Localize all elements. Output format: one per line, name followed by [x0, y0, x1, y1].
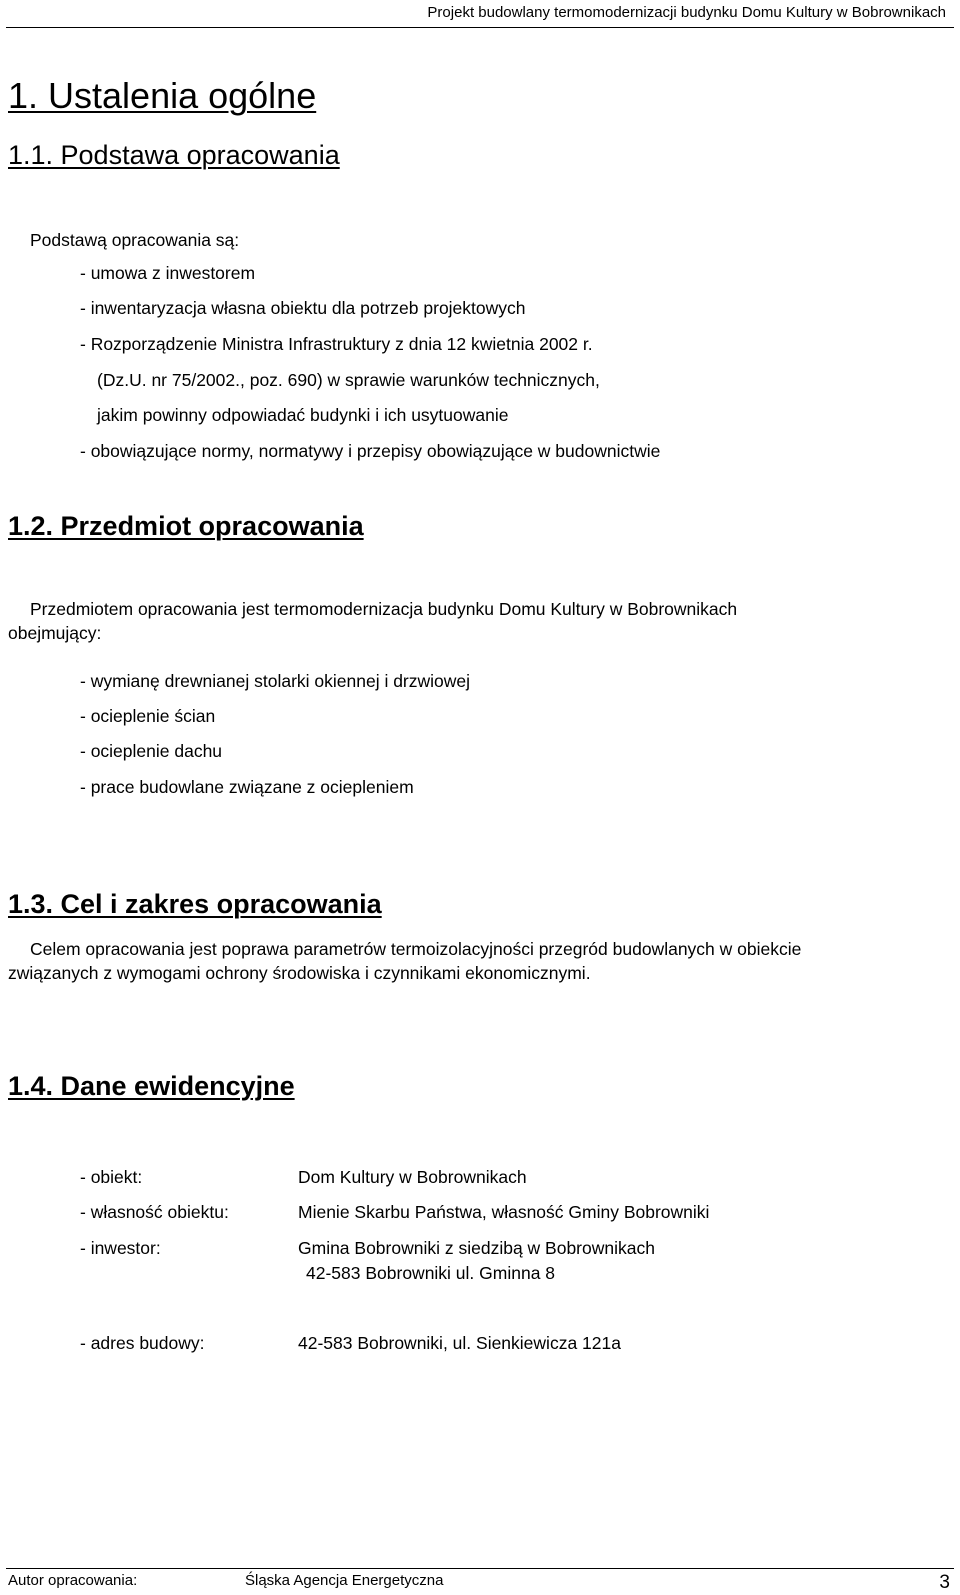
list-item-continuation: jakim powinny odpowiadać budynki i ich usytuowanie: [97, 405, 509, 425]
running-header: Projekt budowlany termomodernizacji budynku Domu Kultury w Bobrownikach: [427, 4, 946, 21]
section-1-2-intro-cont: obejmujący:: [8, 623, 102, 643]
footer-divider: [6, 1568, 954, 1569]
page-number: 3: [939, 1572, 950, 1593]
section-title-1-3: 1.3. Cel i zakres opracowania: [8, 889, 382, 919]
list-item-continuation: (Dz.U. nr 75/2002., poz. 690) w sprawie warunków technicznych,: [97, 370, 600, 390]
list-item: - obowiązujące normy, normatywy i przepisy obowiązujące w budownictwie: [80, 441, 661, 461]
record-label: - inwestor:: [80, 1238, 161, 1258]
list-item: - ocieplenie dachu: [80, 741, 223, 761]
section-title-1-2: 1.2. Przedmiot opracowania: [8, 511, 364, 541]
section-1-3-text: Celem opracowania jest poprawa parametrów termoizolacyjności przegród budowlanych w obiekcie: [30, 939, 802, 959]
section-title-1: 1. Ustalenia ogólne: [8, 75, 317, 116]
list-item: - umowa z inwestorem: [80, 263, 256, 283]
record-value: Gmina Bobrowniki z siedzibą w Bobrownikach: [298, 1238, 655, 1258]
list-item: - wymianę drewnianej stolarki okiennej i drzwiowej: [80, 671, 471, 691]
record-value: 42-583 Bobrowniki, ul. Sienkiewicza 121a: [298, 1333, 621, 1353]
record-label: - obiekt:: [80, 1167, 143, 1187]
record-label: - własność obiektu:: [80, 1202, 229, 1222]
list-item: - prace budowlane związane z ociepleniem: [80, 777, 414, 797]
section-1-2-intro: Przedmiotem opracowania jest termomodernizacja budynku Domu Kultury w Bobrownikach: [30, 599, 738, 619]
list-item: - Rozporządzenie Ministra Infrastruktury z dnia 12 kwietnia 2002 r.: [80, 334, 593, 354]
record-label: - adres budowy:: [80, 1333, 205, 1353]
section-title-1-4: 1.4. Dane ewidencyjne: [8, 1071, 295, 1101]
footer-author-label: Autor opracowania:: [8, 1572, 138, 1589]
list-item: - ocieplenie ścian: [80, 706, 216, 726]
record-value-line2: 42-583 Bobrowniki ul. Gminna 8: [306, 1263, 556, 1283]
footer-author-value: Śląska Agencja Energetyczna: [245, 1572, 444, 1589]
list-item: - inwentaryzacja własna obiektu dla potrzeb projektowych: [80, 298, 526, 318]
section-1-1-intro: Podstawą opracowania są:: [30, 230, 240, 250]
header-divider: [6, 27, 954, 28]
section-1-3-text-cont: związanych z wymogami ochrony środowiska i czynnikami ekonomicznymi.: [8, 963, 591, 983]
record-value: Dom Kultury w Bobrownikach: [298, 1167, 527, 1187]
record-value: Mienie Skarbu Państwa, własność Gminy Bobrowniki: [298, 1202, 710, 1222]
section-title-1-1: 1.1. Podstawa opracowania: [8, 140, 340, 170]
